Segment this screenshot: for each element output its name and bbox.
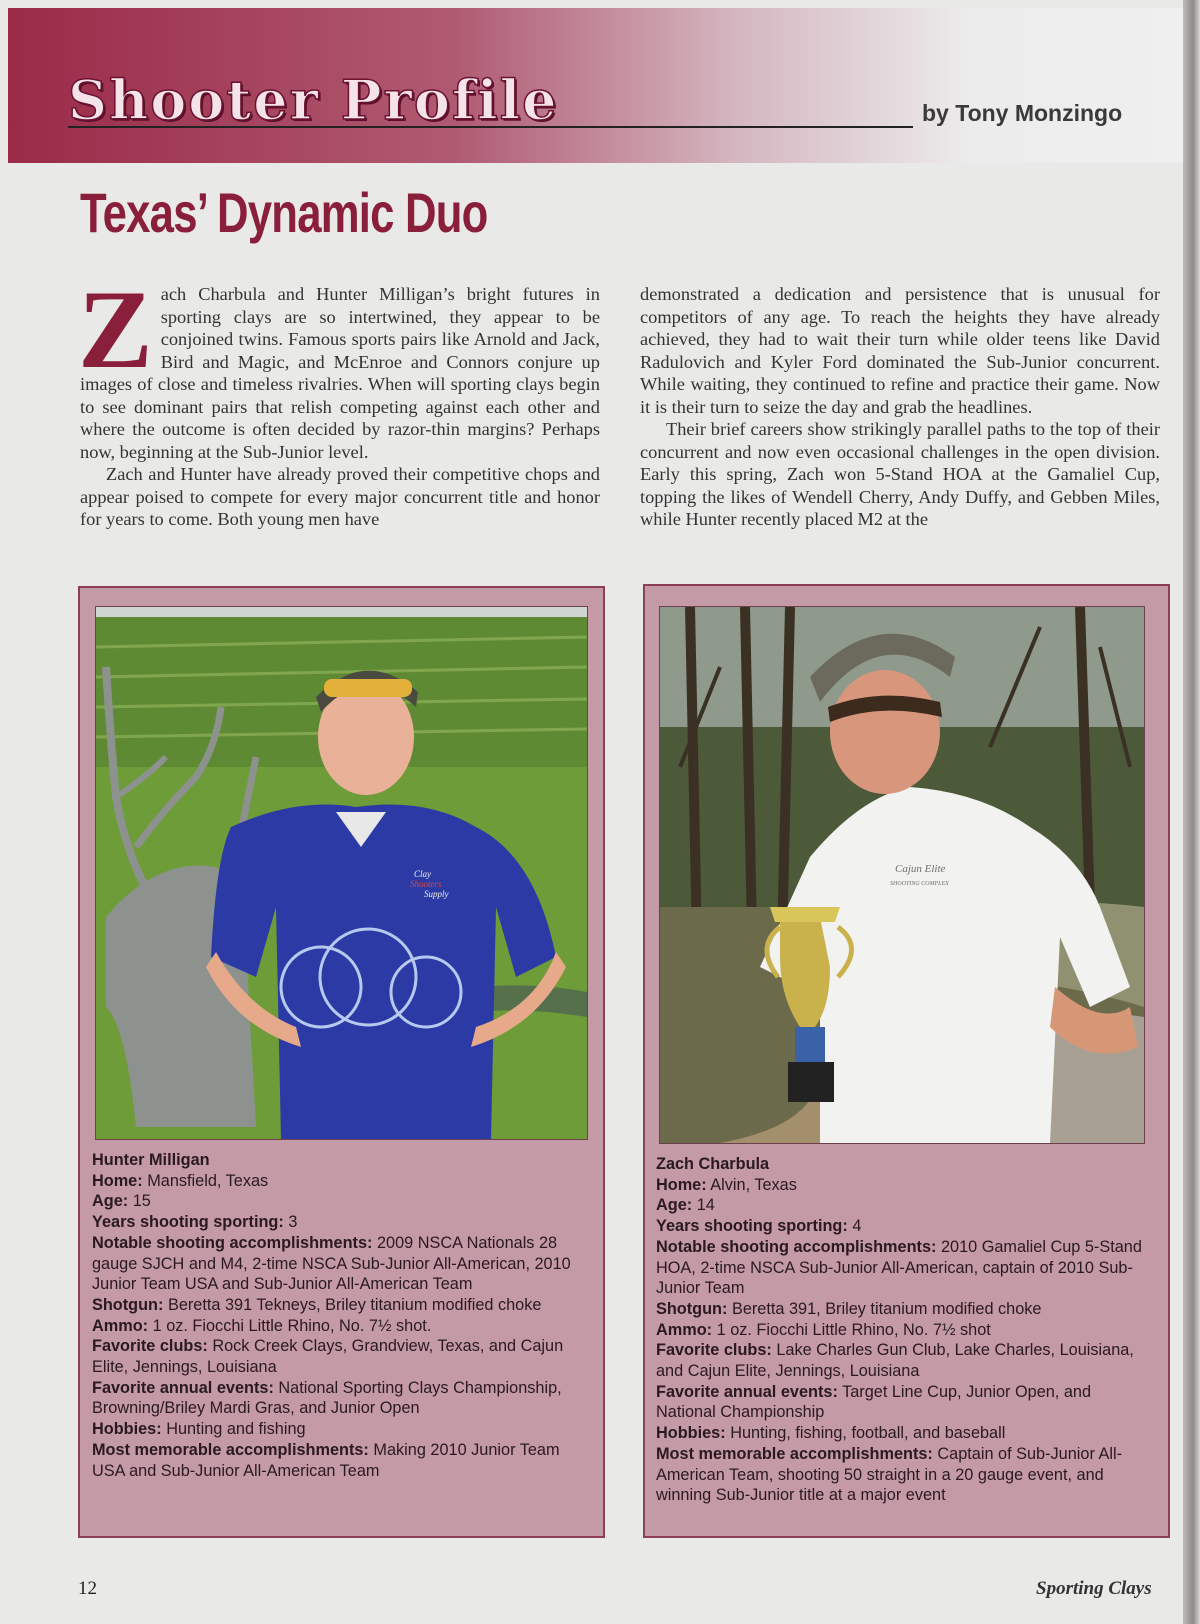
field-label: Age: xyxy=(656,1196,693,1215)
field-label: Years shooting sporting: xyxy=(92,1213,284,1232)
field-value: 1 oz. Fiocchi Little Rhino, No. 7½ shot xyxy=(716,1320,991,1339)
zach-photo xyxy=(659,606,1145,1144)
profile-ammo xyxy=(92,1316,584,1337)
field-label: Shotgun: xyxy=(92,1295,164,1314)
article-headline: Texas’ Dynamic Duo xyxy=(80,181,488,244)
profile-hobbies xyxy=(92,1419,584,1440)
field-value: Hunting, fishing, football, and baseball xyxy=(730,1424,1006,1443)
field-label: Years shooting sporting: xyxy=(656,1217,848,1236)
shirt-logo-line: Clay xyxy=(414,869,431,879)
field-value: Beretta 391 Tekneys, Briley titanium modified choke xyxy=(167,1295,542,1314)
field-label: Notable shooting accomplishments: xyxy=(92,1233,373,1252)
zach-profile-details xyxy=(656,1154,1152,1506)
field-value: 4 xyxy=(852,1217,862,1236)
shirt-logo-line: SHOOTING COMPLEX xyxy=(890,881,949,887)
field-value: Beretta 391, Briley titanium modified choke xyxy=(731,1299,1042,1318)
profile-shotgun xyxy=(92,1295,584,1316)
paragraph-text: ach Charbula and Hunter Milligan’s bright futures in sporting clays are so intertwined, they appear to be conjoined twins. Famous sports pairs like Arnold and Jack, Bird and Magic, and McEnroe and Connors conjure up images of close and timeless rivalries. When will sporting clays begin to see dominant pairs that relish competing against each other and where the outcome is often decided by razor-thin margins? Perhaps now, beginning at the Sub-Junior level. xyxy=(80,284,600,462)
field-label: Favorite annual events: xyxy=(92,1378,274,1397)
field-label: Hobbies: xyxy=(656,1424,726,1443)
article-column-right xyxy=(640,283,1160,531)
profile-ammo xyxy=(656,1320,1152,1341)
profile-home xyxy=(656,1175,1152,1196)
shirt-logo-line: Cajun Elite xyxy=(895,863,946,875)
profile-box-zach xyxy=(643,584,1170,1538)
profile-years-shooting xyxy=(656,1216,1152,1237)
section-title: Shooter Profile xyxy=(68,68,559,132)
field-label: Home: xyxy=(92,1171,143,1190)
field-value: Mansfield, Texas xyxy=(147,1171,269,1190)
profile-age xyxy=(656,1195,1152,1216)
paragraph: Zach and Hunter have already proved their competitive chops and appear poised to compete for every major concurrent title and honor for years to come. Both young men have xyxy=(80,464,600,529)
section-header-banner xyxy=(8,8,1183,163)
field-value: Lake Charles Gun Club, Lake Charles, Louisiana, and Cajun Elite, Jennings, Louisiana xyxy=(656,1341,1134,1381)
page-number: 12 xyxy=(78,1578,97,1599)
field-value: Alvin, Texas xyxy=(710,1175,797,1194)
profile-memorable xyxy=(92,1440,584,1481)
field-value: 2009 NSCA Nationals 28 gauge SJCH and M4, 2-time NSCA Sub-Junior All-American, 2010 Junior Team USA and Sub-Junior All-American Team xyxy=(92,1233,571,1294)
hunter-profile-details xyxy=(92,1150,584,1481)
article-column-left xyxy=(78,268,600,531)
field-label: Favorite clubs: xyxy=(92,1337,208,1356)
field-value: 1 oz. Fiocchi Little Rhino, No. 7½ shot. xyxy=(152,1316,432,1335)
profile-favorite-clubs xyxy=(656,1340,1152,1381)
field-value: 14 xyxy=(696,1196,715,1215)
field-value: 3 xyxy=(288,1213,298,1232)
field-label: Most memorable accomplishments: xyxy=(92,1440,369,1459)
profile-box-hunter xyxy=(78,586,605,1538)
field-label: Favorite annual events: xyxy=(656,1382,838,1401)
field-label: Notable shooting accomplishments: xyxy=(656,1237,937,1256)
field-label: Hobbies: xyxy=(92,1420,162,1439)
profile-favorite-events xyxy=(92,1378,584,1419)
field-label: Ammo: xyxy=(656,1320,713,1339)
drop-cap: Z xyxy=(78,268,153,392)
profile-notable-accomplishments xyxy=(92,1233,584,1295)
field-label: Shotgun: xyxy=(656,1299,728,1318)
field-label: Home: xyxy=(656,1175,707,1194)
field-value: 15 xyxy=(132,1192,151,1211)
field-value: Captain of Sub-Junior All-American Team, shooting 50 straight in a 20 gauge event, and winning Sub-Junior title at a major event xyxy=(656,1444,1123,1505)
shirt-logo-line: Shooters xyxy=(410,879,442,889)
paragraph xyxy=(78,268,600,463)
paragraph: demonstrated a dedication and persistence that is unusual for competitors of any age. To reach the heights they have already achieved, they had to wait their turn while older teens like David Radulovich and Kyler Ford dominated the Sub-Junior concurrent. While waiting, they continued to refine and practice their game. Now it is their turn to seize the day and grab the headlines. xyxy=(640,284,1160,417)
zach-photo-illustration xyxy=(660,607,1144,1143)
magazine-name: Sporting Clays xyxy=(1036,1578,1152,1599)
byline: by Tony Monzingo xyxy=(922,100,1123,126)
profile-favorite-clubs xyxy=(92,1336,584,1377)
shirt-logo-line: Supply xyxy=(424,889,449,899)
field-label: Most memorable accomplishments: xyxy=(656,1444,933,1463)
profile-memorable xyxy=(656,1444,1152,1506)
profile-name: Hunter Milligan xyxy=(92,1151,210,1169)
profile-years-shooting xyxy=(92,1212,584,1233)
profile-notable-accomplishments xyxy=(656,1237,1152,1299)
field-label: Ammo: xyxy=(92,1316,149,1335)
profile-home xyxy=(92,1171,584,1192)
field-value: Making 2010 Junior Team USA and Sub-Junior All-American Team xyxy=(92,1440,560,1480)
paragraph: Their brief careers show strikingly parallel paths to the top of their concurrent and now even occasional challenges in the open division. Early this spring, Zach won 5-Stand HOA at the Gamaliel Cup, topping the likes of Wendell Cherry, Andy Duffy, and Gebben Miles, while Hunter recently placed M2 at the xyxy=(640,419,1160,529)
profile-favorite-events xyxy=(656,1382,1152,1423)
field-value: Target Line Cup, Junior Open, and National Championship xyxy=(656,1382,1092,1422)
hunter-photo xyxy=(95,606,588,1140)
page-edge xyxy=(1183,0,1200,1624)
profile-age xyxy=(92,1191,584,1212)
profile-hobbies xyxy=(656,1423,1152,1444)
field-label: Favorite clubs: xyxy=(656,1341,772,1360)
hunter-photo-illustration xyxy=(96,607,587,1139)
header-rule xyxy=(68,126,913,128)
profile-name: Zach Charbula xyxy=(656,1155,770,1173)
profile-shotgun xyxy=(656,1299,1152,1320)
field-value: Rock Creek Clays, Grandview, Texas, and Cajun Elite, Jennings, Louisiana xyxy=(92,1337,564,1377)
field-value: 2010 Gamaliel Cup 5-Stand HOA, 2-time NSCA Sub-Junior All-American, captain of 2010 Sub-Junior Team xyxy=(656,1237,1142,1298)
field-value: Hunting and fishing xyxy=(166,1420,306,1439)
field-value: National Sporting Clays Championship, Browning/Briley Mardi Gras, and Junior Open xyxy=(92,1378,562,1418)
field-label: Age: xyxy=(92,1192,129,1211)
